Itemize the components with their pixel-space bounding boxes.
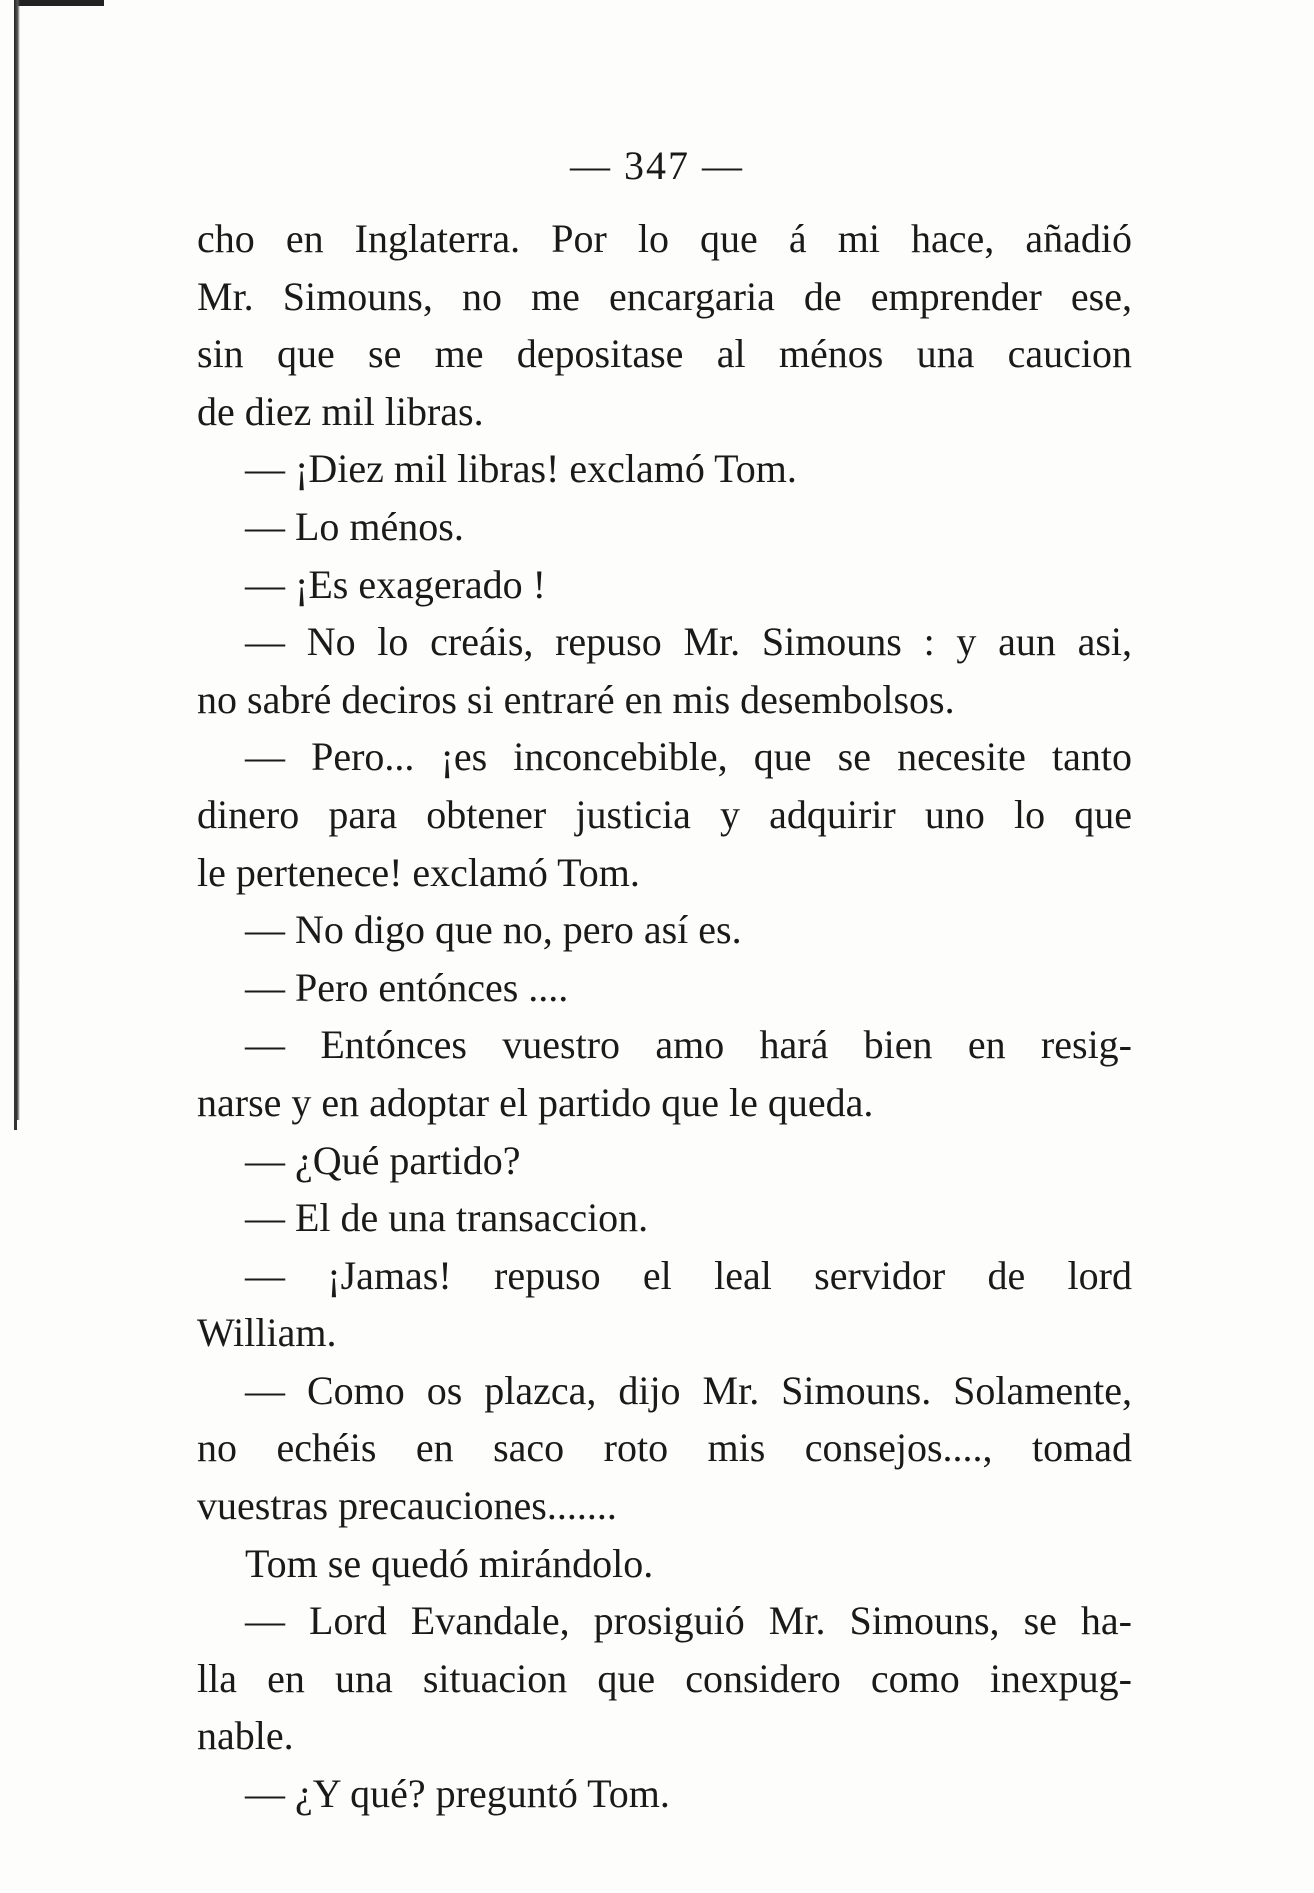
binding-edge-lower [14, 980, 17, 1130]
binding-edge-top [14, 0, 104, 6]
text-line: — No digo que no, pero así es. [245, 907, 742, 953]
text-line: — El de una transaccion. [245, 1195, 649, 1241]
text-line: lla en una situacion que considero como inexpug- [197, 1655, 1132, 1701]
text-line: vuestras precauciones....... [197, 1483, 617, 1529]
text-line: de diez mil libras. [197, 388, 484, 434]
text-line: Tom se quedó mirándolo. [245, 1540, 654, 1586]
text-line: — Pero... ¡es inconcebible, que se necesite tanto [245, 734, 1132, 780]
text-line: no echéis en saco roto mis consejos...., tomad [197, 1425, 1132, 1471]
text-line: le pertenece! exclamó Tom. [197, 849, 640, 895]
text-line: — ¡Diez mil libras! exclamó Tom. [245, 446, 797, 492]
text-line: — ¡Jamas! repuso el leal servidor de lord [245, 1252, 1132, 1298]
text-line: William. [197, 1310, 337, 1356]
text-line: cho en Inglaterra. Por lo que á mi hace, añadió [197, 216, 1132, 261]
text-line: — ¿Y qué? preguntó Tom. [245, 1771, 670, 1817]
text-line: — Como os plazca, dijo Mr. Simouns. Solamente, [245, 1367, 1132, 1413]
body-text [197, 210, 1132, 1823]
text-line: — Pero entónces .... [245, 964, 569, 1010]
text-line: sin que se me depositase al ménos una caucion [197, 331, 1132, 377]
text-line: — Lord Evandale, prosiguió Mr. Simouns, se ha- [245, 1598, 1132, 1644]
text-line: Mr. Simouns, no me encargaria de emprender ese, [197, 273, 1132, 319]
text-line: dinero para obtener justicia y adquirir uno lo que [197, 791, 1132, 837]
text-line: — Entónces vuestro amo hará bien en resig- [245, 1022, 1132, 1068]
text-line: — No lo creáis, repuso Mr. Simouns : y aun asi, [245, 619, 1132, 665]
page-number: — 347 — [570, 143, 744, 188]
text-line: narse y en adoptar el partido que le queda. [197, 1079, 874, 1125]
text-line: — Lo ménos. [245, 503, 464, 549]
text-line: nable. [197, 1713, 294, 1759]
text-line: — ¿Qué partido? [245, 1137, 521, 1183]
text-line: no sabré deciros si entraré en mis desembolsos. [197, 676, 955, 722]
text-line: — ¡Es exagerado ! [245, 561, 546, 607]
